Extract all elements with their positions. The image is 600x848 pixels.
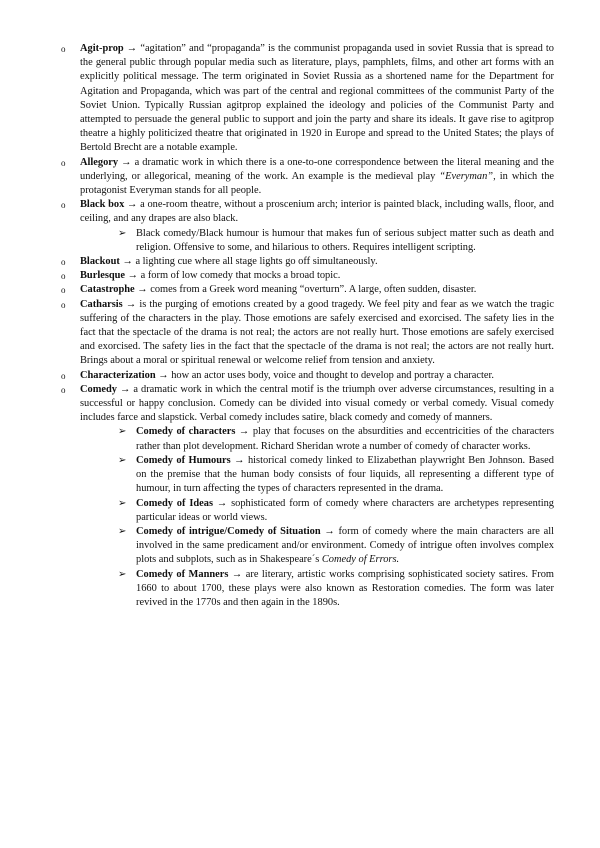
entry-definition: a dramatic work in which there is a one-to-one correspondence between the literal meaning and the underlying, or allegorical, meaning of the work. An example is the medieval play [80, 156, 554, 182]
glossary-list [60, 42, 554, 610]
entry-definition: a lighting cue where all stage lights go off simultaneously. [135, 256, 378, 268]
glossary-entry [60, 156, 554, 199]
arrow-icon: → [134, 284, 151, 296]
sub-entry-definition: are literary, artistic works comprising sophisticated society satires. From 1660 to about 1700, these plays were also known as Restoration comedies. The form was later revived in the 1770s and then again in the 1890s. [136, 568, 554, 608]
entry-italic: “Everyman”, [439, 170, 496, 182]
sub-entry-term: Comedy of intrigue/Comedy of Situation [136, 525, 321, 537]
sub-entry [80, 454, 554, 497]
circle-bullet-icon: o [61, 299, 66, 310]
entry-term: Catharsis [80, 298, 123, 310]
entry-term: Catastrophe [80, 284, 135, 296]
entry-definition: a form of low comedy that mocks a broad topic. [140, 270, 341, 282]
glossary-entry [60, 42, 554, 156]
entry-term: Characterization [80, 369, 156, 381]
circle-bullet-icon: o [61, 44, 66, 54]
glossary-entry [60, 383, 554, 610]
arrow-icon: → [125, 270, 141, 282]
glossary-entry [60, 369, 554, 383]
circle-bullet-icon: o [61, 157, 66, 168]
circle-bullet-icon: o [61, 271, 66, 282]
arrowhead-bullet-icon: ➢ [118, 497, 127, 509]
sub-entry-definition: play that focuses on the absurdities and eccentricities of the characters rather than plot development. Richard Sheridan wrote a number of comedy of character works. [136, 426, 554, 452]
sub-entry-term: Comedy of Manners [136, 568, 229, 580]
sub-entry-definition: sophisticated form of comedy where characters are archetypes representing particular ideas or world views. [136, 497, 554, 523]
sub-entry [80, 525, 554, 568]
circle-bullet-icon: o [61, 285, 66, 296]
arrow-icon: → [118, 156, 135, 168]
circle-bullet-icon: o [61, 384, 66, 395]
entry-definition: “agitation” and “propaganda” is the communist propaganda used in soviet Russia that is spread to the general public through popular media such as literature, plays, pamphlets, films, and other art forms with an explicitly political message. The term originated in Soviet Russia as a shortened name for the Department for Agitation and Propaganda, which was part of the central and regional committees of the communist Party of the Soviet Union. Typically Russian agitprop explained the ideology and policies of the Communist Party and attempted to persuade the general public to support and join the party and share its ideals. It gave rise to agitprop theatre a highly politicized theatre that originated in 1920 in Europe and spread to the United States; the plays of Bertold Brecht are a notable example. [80, 43, 554, 154]
entry-term: Agit-prop [80, 43, 124, 54]
sub-entry [80, 568, 554, 611]
arrowhead-bullet-icon: ➢ [118, 568, 127, 580]
arrow-icon: → [116, 383, 134, 395]
arrow-icon: → [122, 298, 140, 310]
arrow-icon: → [213, 497, 232, 509]
arrowhead-bullet-icon: ➢ [118, 227, 127, 239]
glossary-entry [60, 198, 554, 255]
sub-entry-definition: form of comedy where the main characters are all involved in the same predicament and/or environment. Comedy of intrigue often involves complex plots and subplots, such as in Shakespeare´s [136, 525, 554, 566]
glossary-entry [60, 298, 554, 369]
sub-entry-term: Comedy of Humours [136, 454, 231, 466]
entry-term: Allegory [80, 156, 119, 168]
arrow-icon: → [235, 426, 253, 438]
sub-entry-term: Comedy of Ideas [136, 497, 213, 509]
arrow-icon: → [119, 256, 136, 268]
sub-entry-definition: Black comedy/Black humour is humour that makes fun of serious subject matter such as death and religion. Offensive to some, and hilarious to others. Requires intelligent scripting. [136, 227, 554, 253]
entry-definition: is the purging of emotions created by a good tragedy. We feel pity and fear as we watch the tragic suffering of the characters in the play. Those emotions are safely exercised and exorcised. The safety lies in the fact that the spectacle of the drama is not real; the actors are not really hurt. Those emotions are safely exercised and exorcised. The safety lies in the fact that the spectacle of the drama is not real; the actors are not really hurt. Brings about a moral or spiritual renewal or welcome relief from tension and anxiety. [80, 298, 554, 367]
arrow-icon: → [124, 199, 141, 211]
glossary-entry [60, 269, 554, 283]
arrow-icon: → [320, 525, 339, 537]
arrow-icon: → [155, 369, 172, 381]
sub-entry-definition: historical comedy linked to Elizabethan playwright Ben Johnson. Based on the premise that the human body consists of four liquids, all representing a different type of humour, in turn affecting the types of characters represented in the drama. [136, 454, 554, 495]
entry-definition: how an actor uses body, voice and thought to develop and portray a character. [171, 369, 494, 381]
entry-definition-cont: in which the protagonist Everyman stands for all people. [80, 170, 554, 197]
entry-definition: a one-room theatre, without a proscenium arch; interior is painted black, including walls, floor, and ceiling, and any drapes are also black. [80, 199, 554, 225]
entry-term: Comedy [80, 383, 117, 395]
sub-list [80, 227, 554, 255]
arrow-icon: → [230, 454, 248, 466]
sub-list [80, 425, 554, 610]
entry-definition: comes from a Greek word meaning “overturn”. A large, often sudden, disaster. [150, 284, 477, 296]
circle-bullet-icon: o [61, 370, 66, 381]
circle-bullet-icon: o [61, 200, 66, 211]
glossary-entry [60, 283, 554, 297]
circle-bullet-icon: o [61, 257, 66, 268]
sub-entry [80, 227, 554, 255]
arrowhead-bullet-icon: ➢ [118, 454, 127, 466]
sub-entry-italic: Comedy of Errors. [321, 554, 400, 566]
entry-term: Burlesque [80, 270, 126, 282]
entry-definition: a dramatic work in which the central motif is the triumph over adverse circumstances, resulting in a successful or happy conclusion. Comedy can be divided into visual comedy or verbal comedy. Visual comedy includes farce and slapstick. Verbal comedy includes satire, black comedy and comedy of manners. [80, 383, 554, 424]
sub-entry-term: Comedy of characters [136, 426, 236, 438]
arrowhead-bullet-icon: ➢ [118, 525, 127, 537]
arrow-icon: → [123, 43, 141, 54]
glossary-entry [60, 255, 554, 269]
entry-term: Black box [80, 199, 125, 211]
entry-term: Blackout [80, 256, 120, 268]
arrowhead-bullet-icon: ➢ [118, 426, 127, 438]
sub-entry [80, 425, 554, 453]
arrow-icon: → [228, 568, 246, 580]
sub-entry [80, 497, 554, 525]
